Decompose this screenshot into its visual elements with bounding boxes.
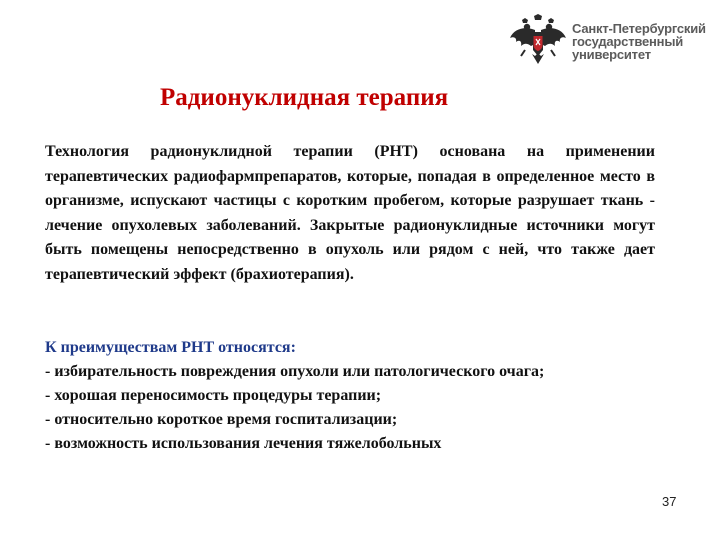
advantage-item: - избирательность повреждения опухоли или патологического очага; [45, 363, 545, 380]
advantages-list [45, 336, 544, 456]
advantage-item: - возможность использования лечения тяжелобольных [45, 435, 442, 452]
university-name [572, 22, 706, 61]
advantages-heading: К преимуществам РНТ относятся: [45, 339, 296, 356]
double-headed-eagle-emblem-icon [508, 14, 568, 72]
advantage-item: - относительно короткое время госпитализации; [45, 411, 398, 428]
slide-title: Радионуклидная терапия [160, 84, 449, 111]
intro-paragraph: Технология радионуклидной терапии (РНТ) основана на применении терапевтических радиофармпрепаратов, которые, попадая в определенное место в организме, испускают частицы с коротким пробегом, которые разрушает ткань - лечение опухолевых заболеваний. Закрытые радионуклидные источники могут быть помещены непосредственно в опухоль или рядом с ней, что также дает терапевтический эффект (брахиотерапия). [45, 143, 655, 283]
logo-line-1: Санкт-Петербургский [572, 21, 706, 36]
logo-line-2: государственный [572, 34, 684, 49]
page-number: 37 [662, 494, 677, 509]
university-logo [508, 14, 708, 72]
logo-line-3: университет [572, 47, 651, 62]
advantage-item: - хорошая переносимость процедуры терапии; [45, 387, 382, 404]
